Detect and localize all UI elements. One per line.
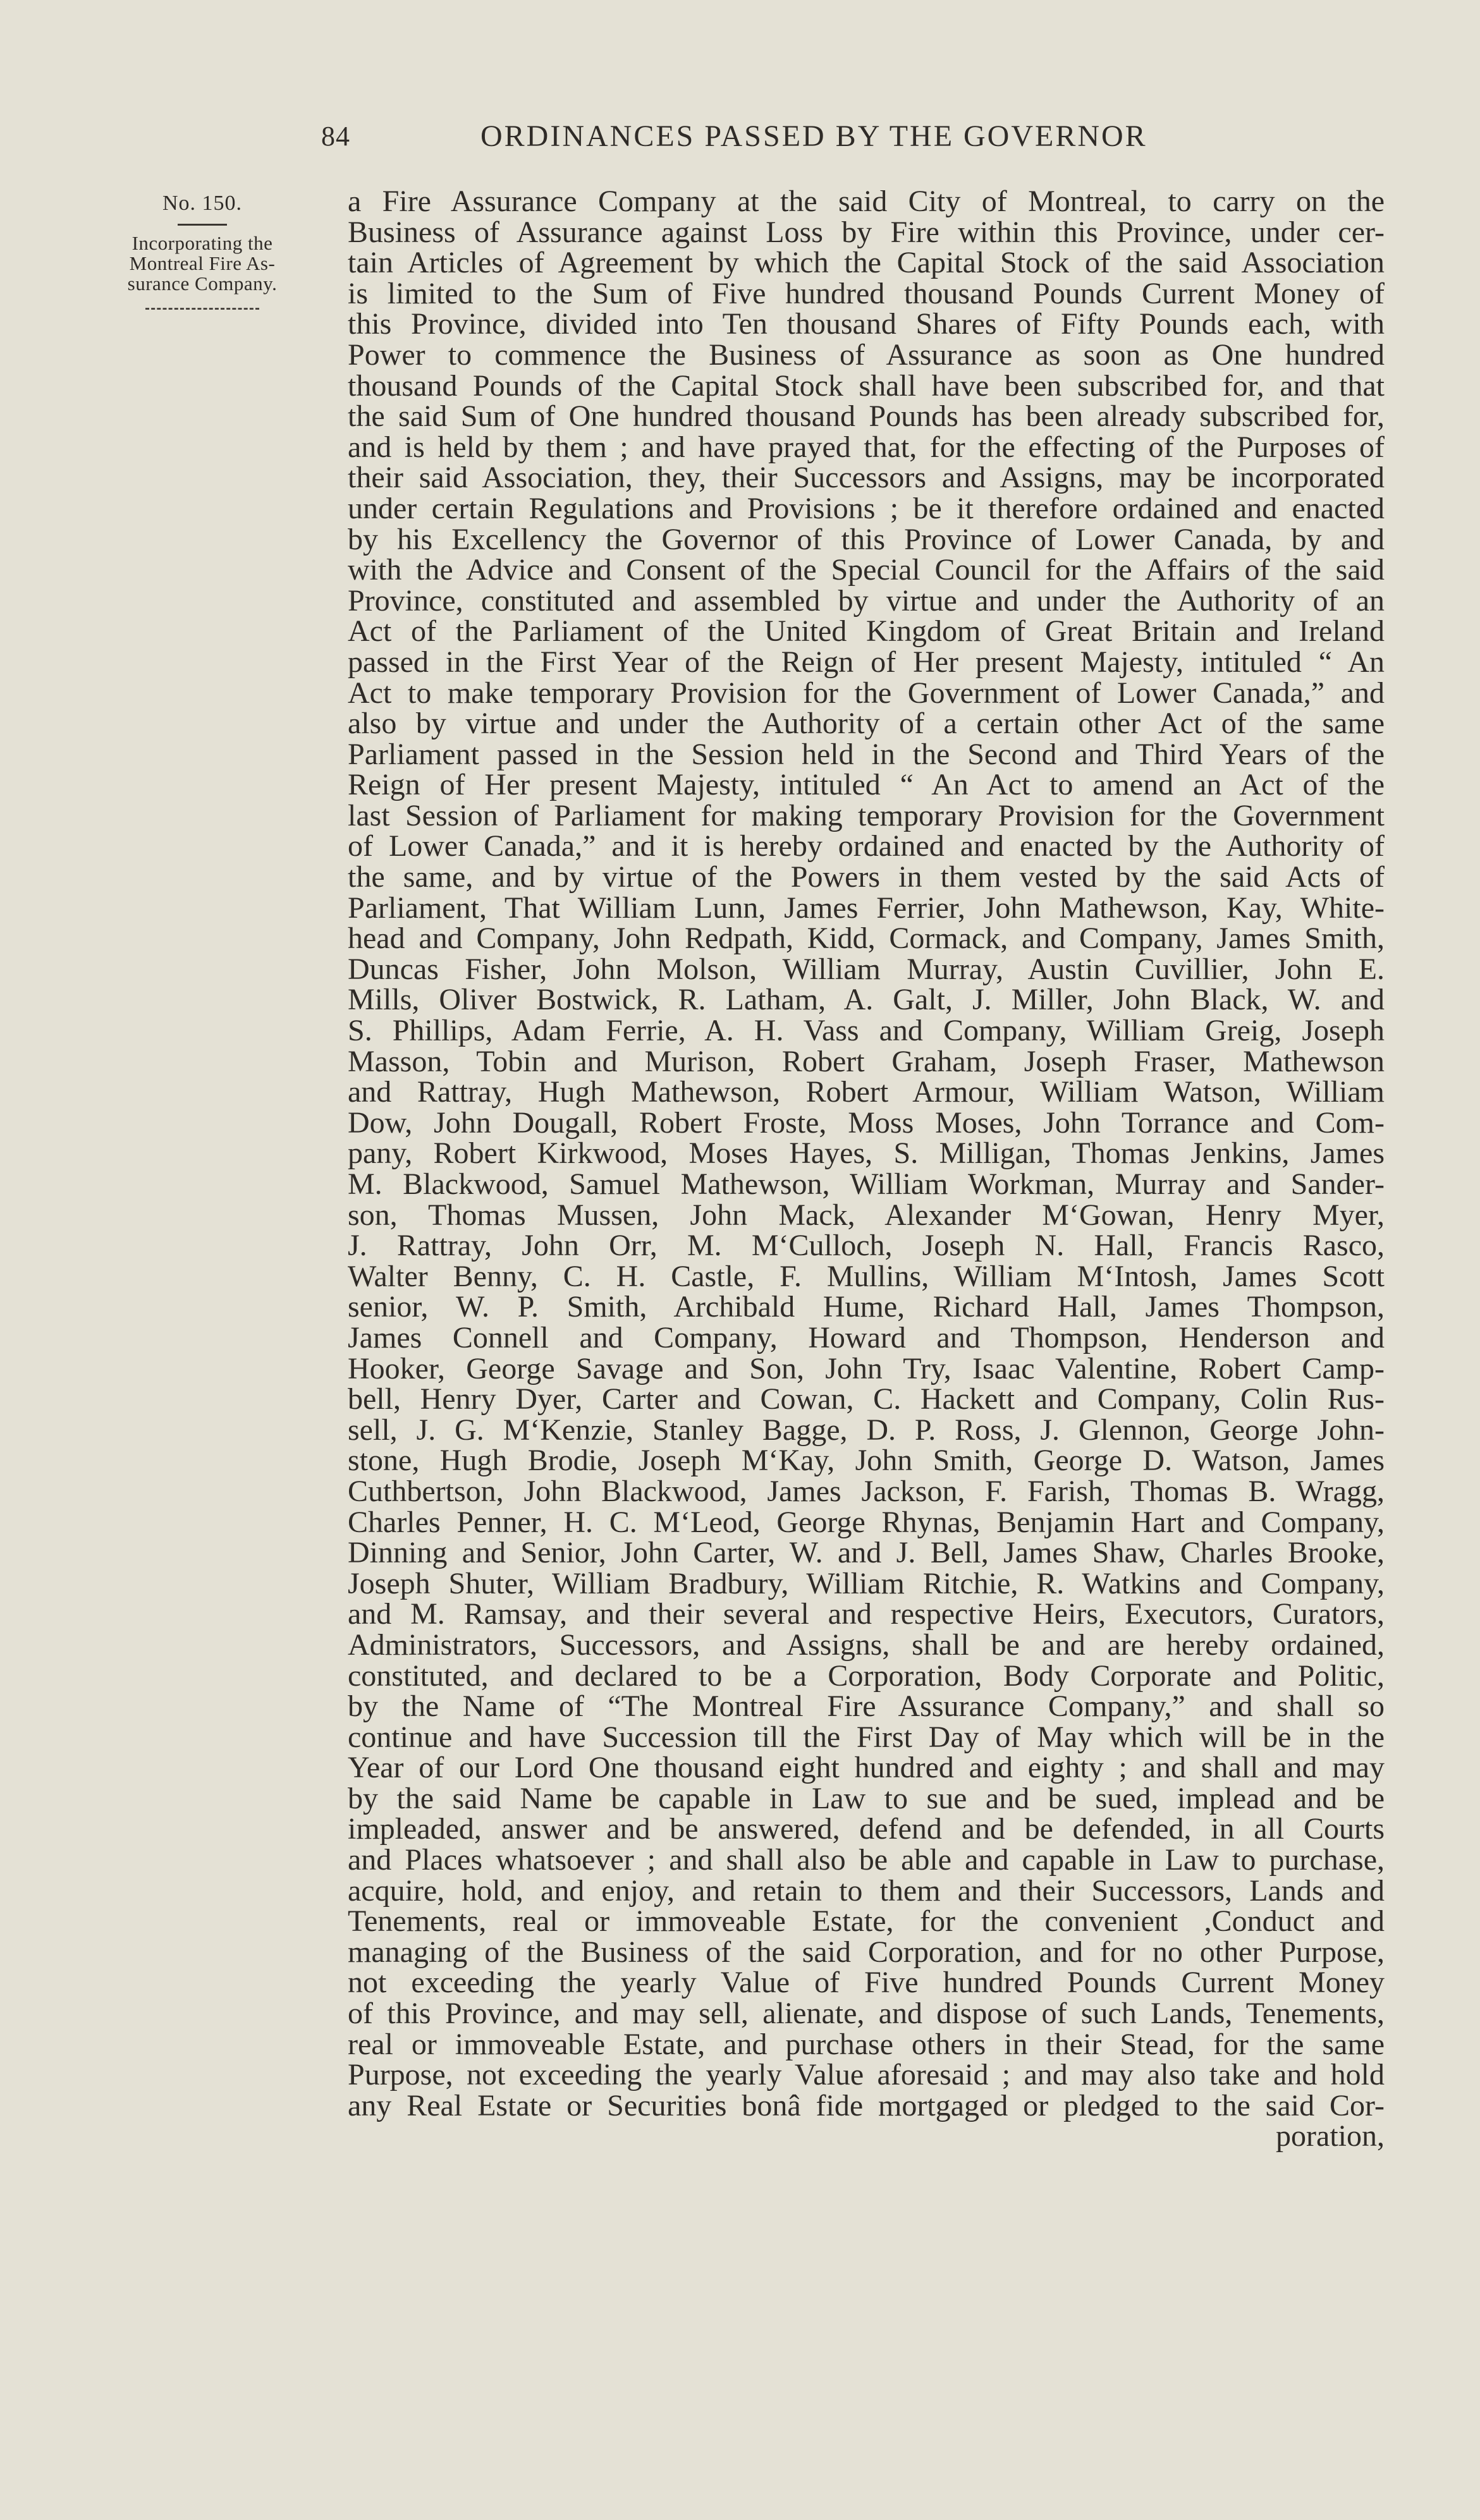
body-line: of Lower Canada,” and it is hereby ordained and enacted by the Authority of (348, 829, 1385, 863)
body-line: by the Name of “The Montreal Fire Assurance Company,” and shall so (348, 1689, 1385, 1724)
body-line: Hooker, George Savage and Son, John Try, Isaac Valentine, Robert Camp- (348, 1351, 1385, 1385)
body-line: head and Company, John Redpath, Kidd, Cormack, and Company, James Smith, (348, 922, 1385, 956)
body-line: stone, Hugh Brodie, Joseph M‘Kay, John Smith, George D. Watson, James (348, 1444, 1385, 1478)
ordinance-number: No. 150. (162, 192, 243, 215)
body-line: Purpose, not exceeding the yearly Value aforesaid ; and may also take and hold (348, 2058, 1385, 2092)
margin-note-line: Incorporating the (131, 232, 273, 254)
body-line: Tenements, real or immoveable Estate, for the convenient ,Conduct and (348, 1904, 1385, 1939)
body-line: not exceeding the yearly Value of Five hundred Pounds Current Money (348, 1966, 1385, 2000)
body-line: son, Thomas Mussen, John Mack, Alexander M‘Gowan, Henry Myer, (348, 1198, 1385, 1232)
body-line: tain Articles of Agreement by which the Capital Stock of the said Association (348, 246, 1385, 280)
body-line: poration, (1276, 2119, 1385, 2153)
body-line: S. Phillips, Adam Ferrie, A. H. Vass and Company, William Greig, Joseph (348, 1014, 1385, 1048)
body-line: by his Excellency the Governor of this Province of Lower Canada, by and (348, 522, 1385, 556)
body-line: is limited to the Sum of Five hundred thousand Pounds Current Money of (348, 276, 1385, 310)
body-line: Dow, John Dougall, Robert Froste, Moss Moses, John Torrance and Com- (348, 1105, 1385, 1140)
body-line: senior, W. P. Smith, Archibald Hume, Richard Hall, James Thompson, (348, 1290, 1385, 1324)
body-line: Mills, Oliver Bostwick, R. Latham, A. Galt, J. Miller, John Black, W. and (348, 983, 1385, 1017)
body-line: Administrators, Successors, and Assigns, shall be and are hereby ordained, (348, 1628, 1385, 1662)
body-line: Year of our Lord One thousand eight hundred and eighty ; and shall and may (348, 1751, 1385, 1785)
body-line: the said Sum of One hundred thousand Pounds has been already subscribed for, (348, 399, 1385, 434)
body-line: Business of Assurance against Loss by Fire within this Province, under cer- (348, 215, 1385, 249)
body-line: this Province, divided into Ten thousand Shares of Fifty Pounds each, with (348, 307, 1385, 341)
body-line: their said Association, they, their Successors and Assigns, may be incorporated (348, 461, 1385, 495)
body-line: and Rattray, Hugh Mathewson, Robert Armour, William Watson, William (348, 1075, 1385, 1109)
body-line: and is held by them ; and have prayed that, for the effecting of the Purposes of (348, 430, 1385, 464)
margin-rule-dashed (145, 308, 259, 310)
body-line: bell, Henry Dyer, Carter and Cowan, C. Hackett and Company, Colin Rus- (348, 1382, 1385, 1416)
body-line: Masson, Tobin and Murison, Robert Graham, Joseph Fraser, Mathewson (348, 1044, 1385, 1078)
body-line: sell, J. G. M‘Kenzie, Stanley Bagge, D. P. Ross, J. Glennon, George John- (348, 1413, 1385, 1447)
body-line: impleaded, answer and be answered, defend and be defended, in all Courts (348, 1812, 1385, 1846)
body-line: by the said Name be capable in Law to sue and be sued, implead and be (348, 1781, 1385, 1815)
margin-note (114, 190, 291, 310)
body-line: Joseph Shuter, William Bradbury, William Ritchie, R. Watkins and Company, (348, 1566, 1385, 1600)
body-line: continue and have Succession till the First Day of May which will be in the (348, 1720, 1385, 1754)
margin-rule-short (178, 224, 227, 226)
body-line: last Session of Parliament for making temporary Provision for the Government (348, 798, 1385, 832)
body-line: and Places whatsoever ; and shall also be able and capable in Law to purchase, (348, 1843, 1385, 1877)
body-line: constituted, and declared to be a Corporation, Body Corporate and Politic, (348, 1659, 1385, 1693)
margin-note-line: surance Company. (127, 272, 278, 295)
body-line: Dinning and Senior, John Carter, W. and J. Bell, James Shaw, Charles Brooke, (348, 1536, 1385, 1570)
body-line: under certain Regulations and Provisions ; be it therefore ordained and enacted (348, 491, 1385, 525)
body-line: the same, and by virtue of the Powers in them vested by the said Acts of (348, 860, 1385, 894)
body-line: real or immoveable Estate, and purchase others in their Stead, for the same (348, 2027, 1385, 2061)
body-line: M. Blackwood, Samuel Mathewson, William Workman, Murray and Sander- (348, 1167, 1385, 1201)
running-head: ORDINANCES PASSED BY THE GOVERNOR (480, 119, 1147, 153)
body-line: Power to commence the Business of Assurance as soon as One hundred (348, 338, 1385, 372)
body-line: a Fire Assurance Company at the said City of Montreal, to carry on the (348, 185, 1385, 218)
body-line: Duncas Fisher, John Molson, William Murray, Austin Cuvillier, John E. (348, 952, 1385, 986)
body-line: James Connell and Company, Howard and Thompson, Henderson and (348, 1320, 1385, 1354)
body-line: managing of the Business of the said Corporation, and for no other Purpose, (348, 1935, 1385, 1969)
body-line: of this Province, and may sell, alienate, and dispose of such Lands, Tenements, (348, 1997, 1385, 2031)
body-line: Act of the Parliament of the United Kingdom of Great Britain and Ireland (348, 614, 1385, 648)
body-line: Parliament passed in the Session held in the Second and Third Years of the (348, 737, 1385, 771)
body-line: Walter Benny, C. H. Castle, F. Mullins, William M‘Intosh, James Scott (348, 1259, 1385, 1293)
page-number: 84 (321, 121, 350, 152)
body-line: Parliament, That William Lunn, James Ferrier, John Mathewson, Kay, White- (348, 891, 1385, 925)
margin-note-line: Montreal Fire As- (129, 252, 276, 274)
body-line: with the Advice and Consent of the Special Council for the Affairs of the said (348, 553, 1385, 587)
body-line: and M. Ramsay, and their several and respective Heirs, Executors, Curators, (348, 1597, 1385, 1631)
body-line: Charles Penner, H. C. M‘Leod, George Rhynas, Benjamin Hart and Company, (348, 1505, 1385, 1539)
body-line: thousand Pounds of the Capital Stock shall have been subscribed for, and that (348, 368, 1385, 403)
body-line: Province, constituted and assembled by virtue and under the Authority of an (348, 583, 1385, 618)
body-line: acquire, hold, and enjoy, and retain to them and their Successors, Lands and (348, 1873, 1385, 1908)
body-text (348, 186, 1385, 2152)
margin-note-description (114, 233, 291, 294)
body-line: also by virtue and under the Authority of a certain other Act of the same (348, 707, 1385, 741)
body-line: Cuthbertson, John Blackwood, James Jackson, F. Farish, Thomas B. Wragg, (348, 1474, 1385, 1508)
body-line: Act to make temporary Provision for the Government of Lower Canada,” and (348, 676, 1385, 710)
body-line: passed in the First Year of the Reign of Her present Majesty, intituled “ An (348, 645, 1385, 679)
body-line: any Real Estate or Securities bonâ fide mortgaged or pledged to the said Cor- (348, 2088, 1385, 2122)
body-line: pany, Robert Kirkwood, Moses Hayes, S. Milligan, Thomas Jenkins, James (348, 1136, 1385, 1171)
body-line: J. Rattray, John Orr, M. M‘Culloch, Joseph N. Hall, Francis Rasco, (348, 1229, 1385, 1263)
body-line: Reign of Her present Majesty, intituled “ An Act to amend an Act of the (348, 768, 1385, 802)
